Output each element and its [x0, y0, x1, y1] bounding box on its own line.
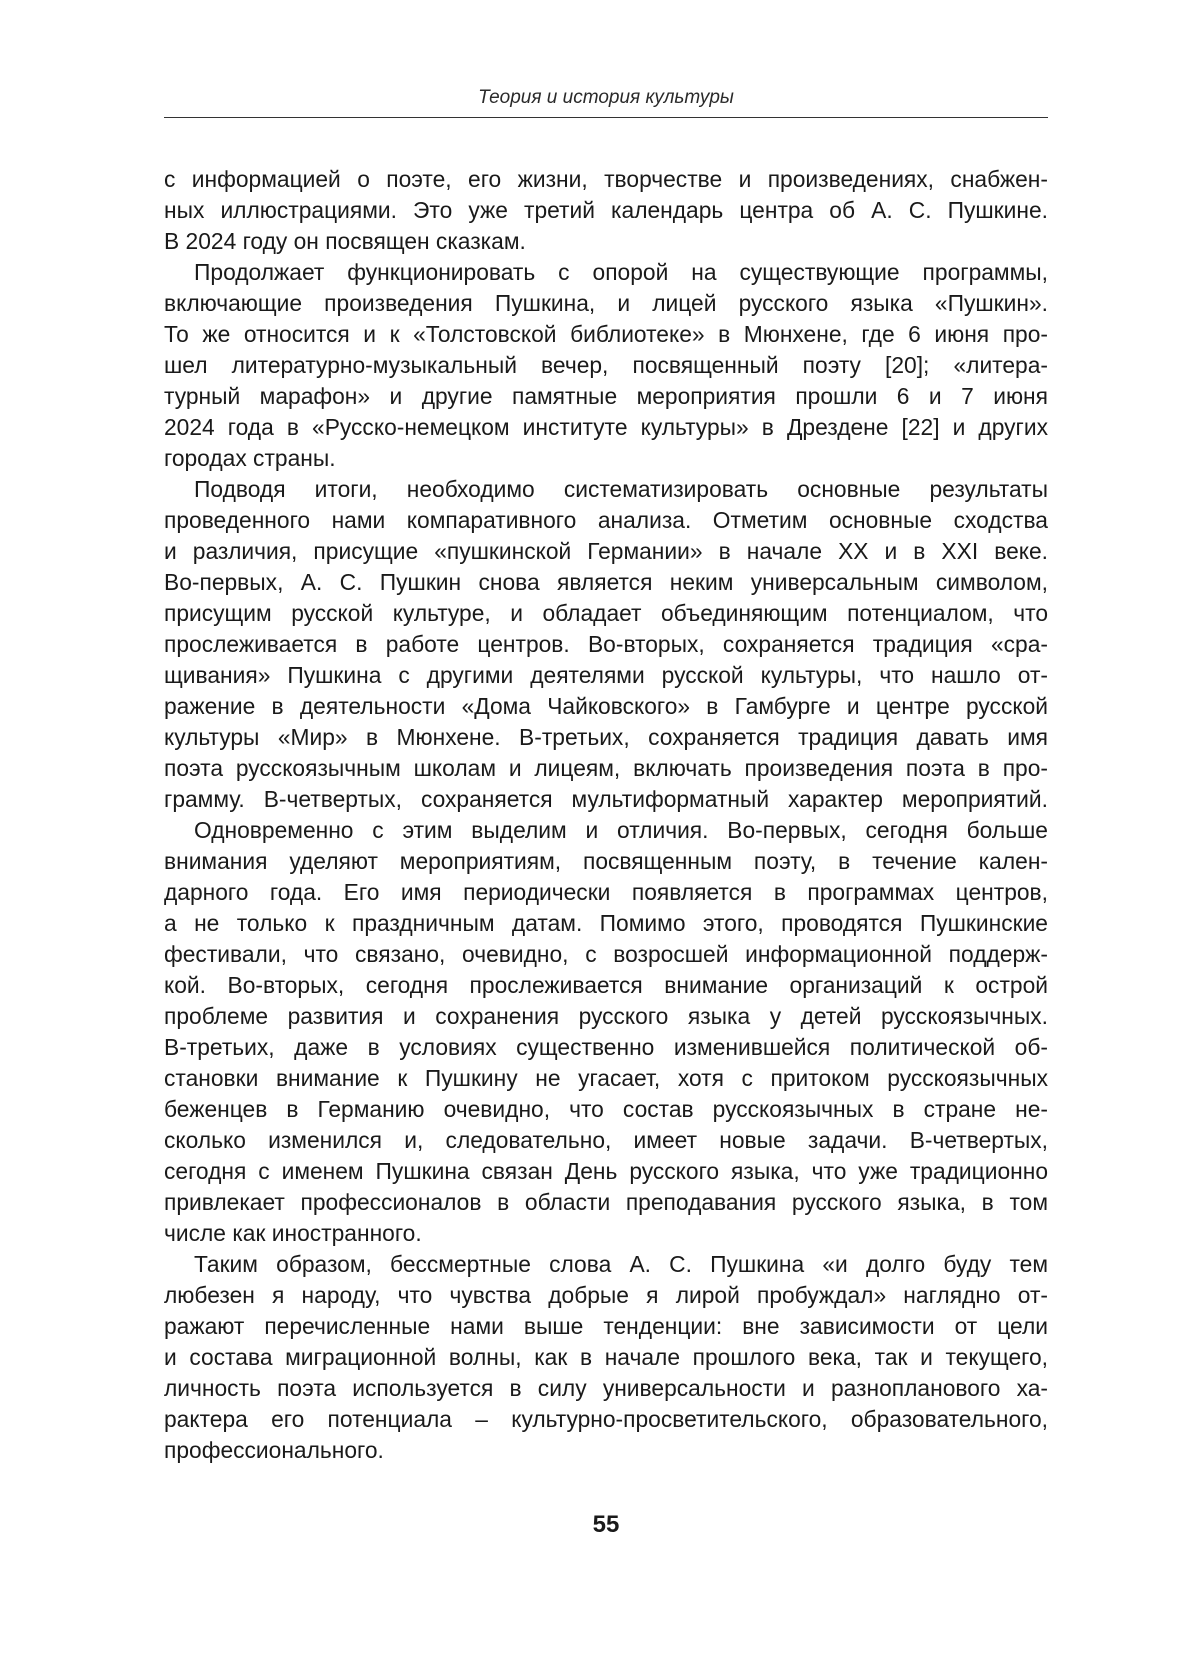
text-line: Одновременно с этим выделим и отличия. Во-первых, сегодня больше: [194, 817, 1048, 843]
text-line: прослеживается в работе центров. Во-вторых, сохраняется традиция «сра-: [164, 631, 1048, 657]
text-line: числе как иностранного.: [164, 1220, 422, 1246]
text-line: В 2024 году он посвящен сказкам.: [164, 228, 526, 254]
text-line: и состава миграционной волны, как в начале прошлого века, так и текущего,: [164, 1344, 1048, 1370]
text-line: профессионального.: [164, 1437, 384, 1463]
text-line: Таким образом, бессмертные слова А. С. Пушкина «и долго буду тем: [194, 1251, 1048, 1277]
text-line: присущим русской культуре, и обладает объединяющим потенциалом, что: [164, 600, 1048, 626]
text-line: грамму. В-четвертых, сохраняется мультиформатный характер мероприятий.: [164, 786, 1048, 812]
text-line: сколько изменился и, следовательно, имеет новые задачи. В-четвертых,: [164, 1127, 1048, 1153]
text-line: поэта русскоязычным школам и лицеям, включать произведения поэта в про-: [164, 755, 1048, 781]
text-line: с информацией о поэте, его жизни, творчестве и произведениях, снабжен-: [164, 166, 1048, 192]
body-text: [164, 164, 1048, 1466]
text-line: В-третьих, даже в условиях существенно изменившейся политической об-: [164, 1034, 1048, 1060]
paragraph-4: [164, 815, 1048, 1249]
text-line: рактера его потенциала – культурно-просветительского, образовательного,: [164, 1406, 1048, 1432]
text-line: привлекает профессионалов в области преподавания русского языка, в том: [164, 1189, 1048, 1215]
text-line: Продолжает функционировать с опорой на существующие программы,: [194, 259, 1048, 285]
text-line: городах страны.: [164, 445, 336, 471]
text-line: щивания» Пушкина с другими деятелями русской культуры, что нашло от-: [164, 662, 1048, 688]
paragraph-3: [164, 474, 1048, 815]
text-line: и различия, присущие «пушкинской Германии» в начале XX и в XXI веке.: [164, 538, 1048, 564]
text-line: турный марафон» и другие памятные мероприятия прошли 6 и 7 июня: [164, 383, 1048, 409]
text-line: 2024 года в «Русско-немецком институте культуры» в Дрездене [22] и других: [164, 414, 1048, 440]
text-line: ражают перечисленные нами выше тенденции: вне зависимости от цели: [164, 1313, 1048, 1339]
text-line: проблеме развития и сохранения русского языка у детей русскоязычных.: [164, 1003, 1048, 1029]
running-header: Теория и история культуры: [478, 87, 734, 108]
text-line: личность поэта используется в силу универсальности и разнопланового ха-: [164, 1375, 1048, 1401]
text-line: проведенного нами компаративного анализа. Отметим основные сходства: [164, 507, 1048, 533]
text-line: включающие произведения Пушкина, и лицей русского языка «Пушкин».: [164, 290, 1048, 316]
text-line: становки внимание к Пушкину не угасает, хотя с притоком русскоязычных: [164, 1065, 1048, 1091]
text-line: любезен я народу, что чувства добрые я лирой пробуждал» наглядно от-: [164, 1282, 1048, 1308]
text-line: сегодня с именем Пушкина связан День русского языка, что уже традиционно: [164, 1158, 1048, 1184]
text-line: кой. Во-вторых, сегодня прослеживается внимание организаций к острой: [164, 972, 1048, 998]
page-number: 55: [592, 1511, 620, 1538]
text-line: Подводя итоги, необходимо систематизировать основные результаты: [194, 476, 1048, 502]
text-line: ражение в деятельности «Дома Чайковского» в Гамбурге и центре русской: [164, 693, 1048, 719]
text-line: культуры «Мир» в Мюнхене. В-третьих, сохраняется традиция давать имя: [164, 724, 1048, 750]
text-line: а не только к праздничным датам. Помимо этого, проводятся Пушкинские: [164, 910, 1048, 936]
text-line: шел литературно-музыкальный вечер, посвященный поэту [20]; «литера-: [164, 352, 1048, 378]
text-line: внимания уделяют мероприятиям, посвященным поэту, в течение кален-: [164, 848, 1048, 874]
text-line: дарного года. Его имя периодически появляется в программах центров,: [164, 879, 1048, 905]
text-line: Во-первых, А. С. Пушкин снова является неким универсальным символом,: [164, 569, 1048, 595]
paragraph-5: [164, 1249, 1048, 1466]
paragraph-2: [164, 257, 1048, 474]
text-line: ных иллюстрациями. Это уже третий календарь центра об А. С. Пушкине.: [164, 197, 1048, 223]
text-line: фестивали, что связано, очевидно, с возросшей информационной поддерж-: [164, 941, 1048, 967]
paragraph-1: [164, 164, 1048, 257]
text-line: беженцев в Германию очевидно, что состав русскоязычных в стране не-: [164, 1096, 1048, 1122]
header-rule: [164, 117, 1048, 118]
text-line: То же относится и к «Толстовской библиотеке» в Мюнхене, где 6 июня про-: [164, 321, 1048, 347]
